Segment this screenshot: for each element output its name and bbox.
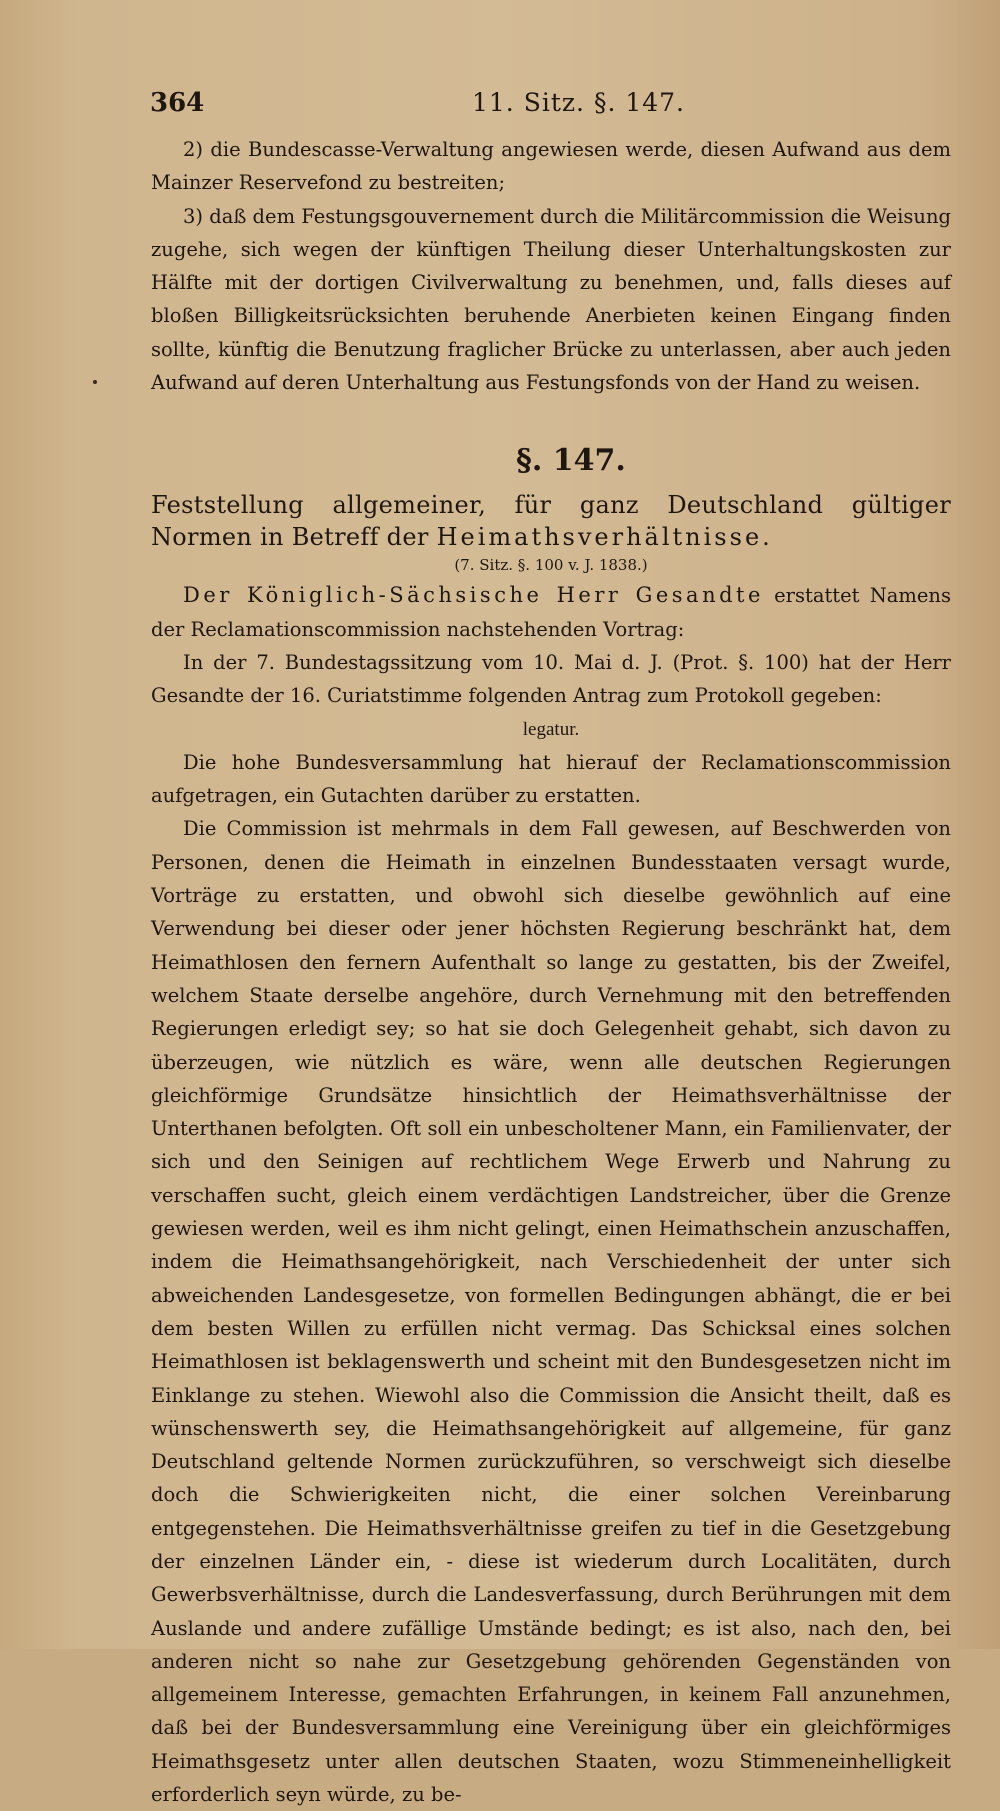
report-intro (151, 579, 951, 646)
paragraph-item-2: 2) die Bundescasse-Verwaltung angewiesen werde, diesen Aufwand aus dem Mainzer Reservefond zu bestreiten; (151, 138, 951, 195)
section-reference: (7. Sitz. §. 100 v. J. 1838.) (454, 556, 648, 575)
paragraph-item-3: 3) daß dem Festungsgouvernement durch die Militärcommission die Weisung zugehe, sich wegen der künftigen Theilung dieser Unterhaltungskosten zur Hälfte mit der dortigen Civilverwaltung zu benehmen, und, falls dieses auf bloßen Billigkeitsrücksichten beruhende Anerbieten keinen Eingang finden sollte, künftig die Benutzung fraglicher Brücke zu unterlassen, aber auch jeden Aufwand auf deren Unterhaltung aus Festungsfonds von der Hand zu weisen. (151, 204, 951, 395)
legatur-note: legatur. (522, 718, 580, 740)
main-text (151, 133, 951, 1811)
page-header (150, 88, 950, 128)
paragraph-commission-report: Die Commission ist mehrmals in dem Fall gewesen, auf Beschwerden von Personen, denen die Heimath in einzelnen Bundesstaaten versagt wurde, Vorträge zu erstatten, und obwohl sich dieselbe gewöhnlich auf eine Verwendung bei dieser oder jener höchsten Regierung beschränkt hat, dem Heimathlosen den fernern Aufenthalt so lange zu gestatten, bis der Zweifel, welchem Staate derselbe angehöre, durch Vernehmung mit den betreffenden Regierungen erledigt sey; so hat sie doch Gelegenheit gehabt, sich davon zu überzeugen, wie nützlich es wäre, wenn alle deutschen Regierungen gleichförmige Grundsätze hinsichtlich der Heimathsverhältnisse der Unterthanen befolgten. Oft soll ein unbescholtener Mann, ein Familienvater, der sich und den Seinigen auf rechtlichem Wege Erwerb und Nahrung zu verschaffen sucht, gleich einem verdächtigen Landstreicher, über die Grenze gewiesen werden, weil es ihm nicht gelingt, einen Heimathschein anzuschaffen, indem die Heimathsangehörigkeit, nach Verschiedenheit der unter sich abweichenden Landesgesetze, von formellen Bedingungen abhängt, die er bei dem besten Willen zu erfüllen nicht vermag. Das Schicksal eines solchen Heimathlosen ist beklagenswerth und scheint mit den Bundesgesetzen nicht im Einklange zu stehen. Wiewohl also die Commission die Ansicht theilt, daß es wünschenswerth sey, die Heimathsangehörigkeit auf allgemeine, für ganz Deutschland geltende Normen zurückzuführen, so verschweigt sich dieselbe doch die Schwierigkeiten nicht, die einer solchen Vereinbarung entgegenstehen. Die Heimathsverhältnisse greifen zu tief in die Gesetzgebung der einzelnen Länder ein, - diese ist wiederum durch Localitäten, durch Gewerbsverhältnisse, durch die Landesverfassung, durch Berührungen mit dem Auslande und andere zufällige Umstände bedingt; es ist also, nach den, bei anderen nicht so nahe zur Gesetzgebung gehörenden Gegenständen von allgemeinem Interesse, gemachten Erfahrungen, in keinem Fall anzunehmen, daß bei der Bundesversammlung eine Vereinigung über ein gleichförmiges Heimathsgesetz unter allen deutschen Staaten, wozu Stimmeneinhelligkeit erforderlich seyn würde, zu be- (151, 817, 951, 1807)
section-heading: §. 147. (516, 443, 626, 479)
running-head: 11. Sitz. §. 147. (472, 88, 685, 117)
page-number: 364 (150, 88, 205, 118)
report-intro-text: erstattet Namens der Reclamationscommission nachstehenden Vortrag: (151, 584, 951, 641)
margin-mark (93, 380, 97, 384)
section-title-main: Feststellung allgemeiner, für ganz Deutschland gültiger Normen in Betreff der (151, 491, 951, 552)
paragraph-commission-task: Die hohe Bundesversammlung hat hierauf der Reclamationscommission aufgetragen, ein Gutachten darüber zu erstatten. (151, 750, 951, 808)
section-title-emphasis: Heimathsverhältnisse. (436, 523, 773, 552)
paragraph-motion: In der 7. Bundestagssitzung vom 10. Mai d. J. (Prot. §. 100) hat der Herr Gesandte der 16. Curiatstimme folgenden Antrag zum Protokoll gegeben: (151, 650, 951, 708)
section-title (151, 489, 951, 553)
speaker-name: Der Königlich-Sächsische Herr Gesandte (183, 583, 764, 608)
